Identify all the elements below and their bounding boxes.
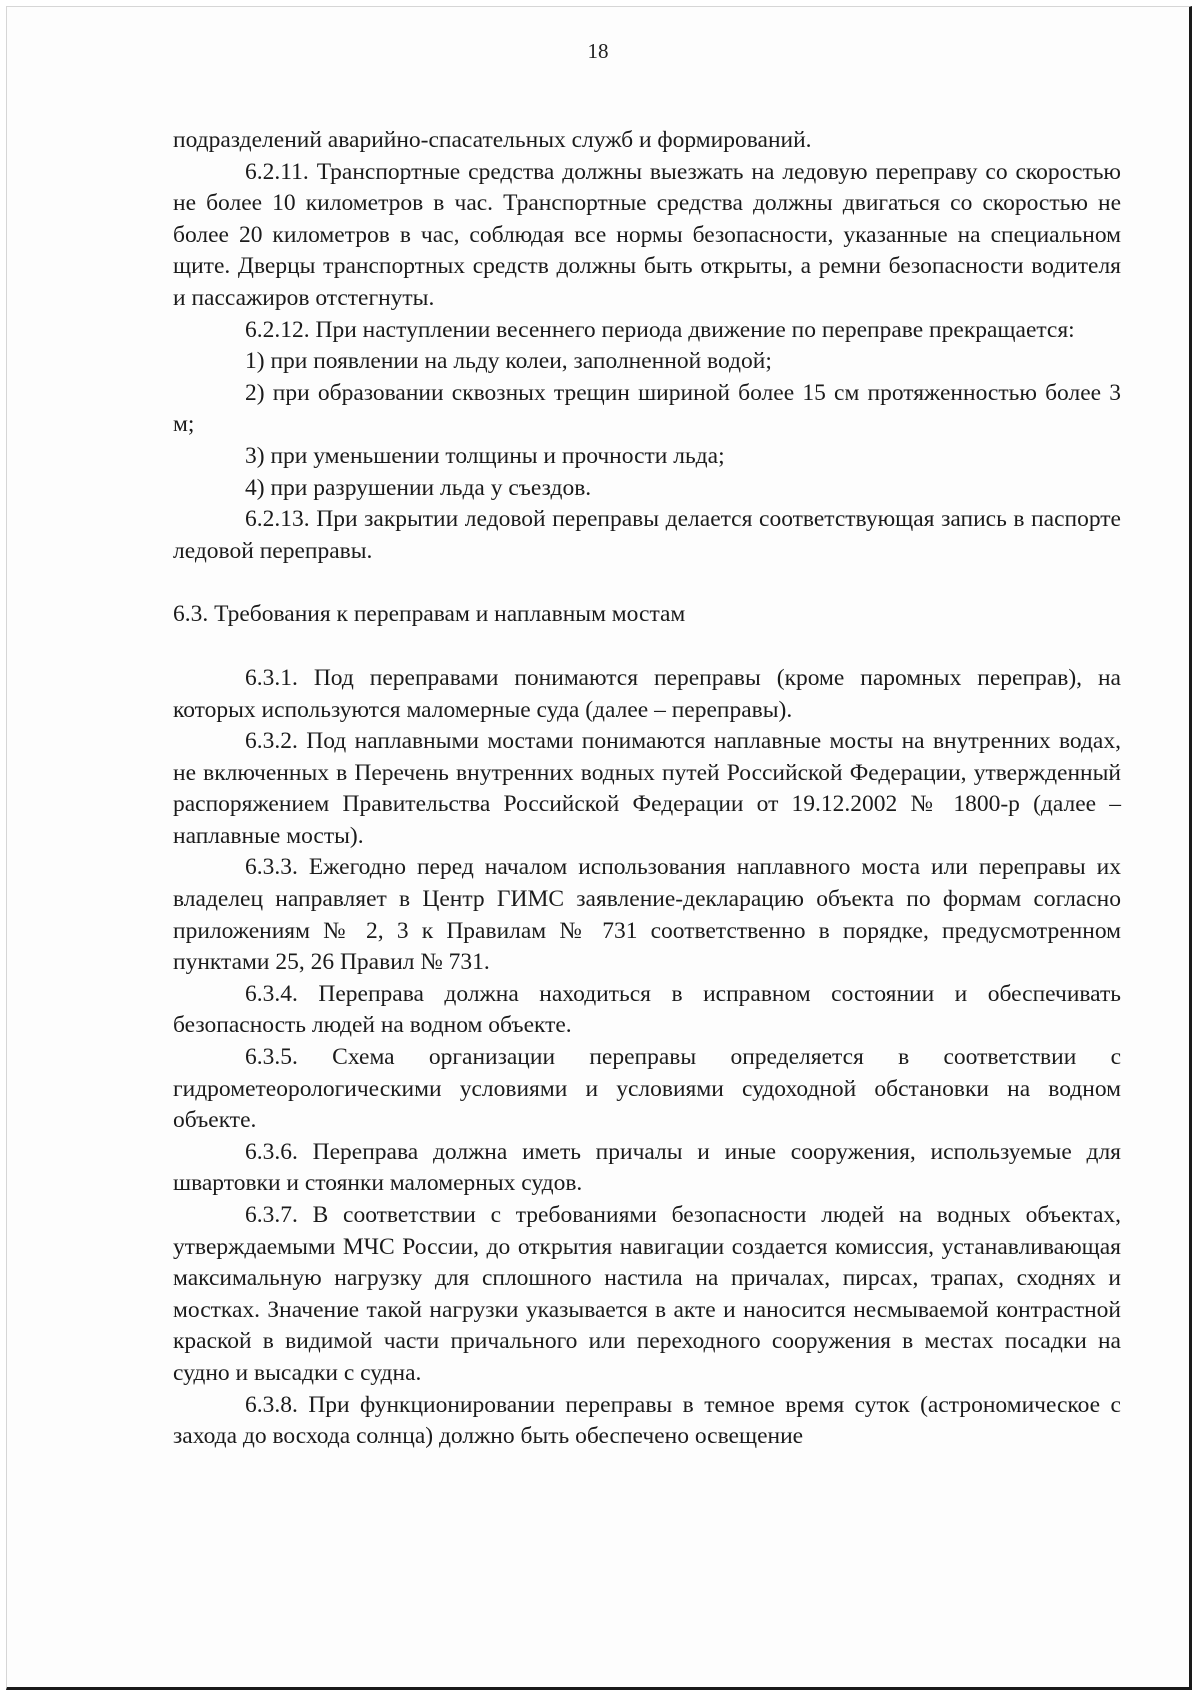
- document-page: [6, 6, 1192, 1690]
- paragraph-6-3-3: 6.3.3. Ежегодно перед началом использования наплавного моста или переправы их владелец направляет в Центр ГИМС заявление-декларацию объекта по формам согласно приложениям № 2, 3 к Правилам № 731 соответственно в порядке, предусмотренном пунктами 25, 26 Правил № 731.: [173, 854, 1121, 976]
- paragraph-6-3-4: 6.3.4. Переправа должна находиться в исправном состоянии и обеспечивать безопасность людей на водном объекте.: [173, 980, 1121, 1039]
- paragraph-continuation: подразделений аварийно-спасательных служб и формирований.: [173, 127, 812, 153]
- section-heading-6-3: 6.3. Требования к переправам и наплавным мостам: [173, 601, 686, 628]
- page-number: 18: [587, 39, 609, 63]
- list-item-4: 4) при разрушении льда у съездов.: [245, 474, 592, 501]
- paragraph-6-3-5: 6.3.5. Схема организации переправы определяется в соответствии с гидрометеорологическими условиями и условиями судоходной обстановки на водном объекте.: [173, 1044, 1121, 1134]
- paragraph-6-3-1: 6.3.1. Под переправами понимаются переправы (кроме паромных переправ), на которых используются маломерные суда (далее – переправы).: [173, 664, 1121, 723]
- list-item-3: 3) при уменьшении толщины и прочности льда;: [245, 442, 725, 469]
- paragraph-6-3-2: 6.3.2. Под наплавными мостами понимаются наплавные мосты на внутренних водах, не включенных в Перечень внутренних водных путей Российской Федерации, утвержденный распоряжением Правительства Российской Федерации от 19.12.2002 № 1800-р (далее – наплавные мосты).: [173, 728, 1121, 849]
- list-item-1: 1) при появлении на льду колеи, заполненной водой;: [245, 348, 772, 375]
- paragraph-6-3-8: 6.3.8. При функционировании переправы в темное время суток (астрономическое с захода до восхода солнца) должно быть обеспечено освещение: [173, 1391, 1121, 1450]
- paragraph-6-2-13: 6.2.13. При закрытии ледовой переправы делается соответствующая запись в паспорте ледовой переправы.: [173, 506, 1121, 564]
- paragraph-6-2-12: 6.2.12. При наступлении весеннего периода движение по переправе прекращается:: [245, 316, 1075, 343]
- paragraph-6-2-11: 6.2.11. Транспортные средства должны выезжать на ледовую переправу со скоростью не более 10 километров в час. Транспортные средства должны двигаться со скоростью не более 20 километров в час, соблюдая все нормы безопасности, указанные на специальном щите. Дверцы транспортных средств должны быть открыты, а ремни безопасности водителя и пассажиров отстегнуты.: [173, 158, 1121, 311]
- paragraph-6-3-7: 6.3.7. В соответствии с требованиями безопасности людей на водных объектах, утверждаемыми МЧС России, до открытия навигации создается комиссия, устанавливающая максимальную нагрузку для сплошного настила на причалах, пирсах, трапах, сходнях и мостках. Значение такой нагрузки указывается в акте и наносится несмываемой контрастной краской в видимой части причального или переходного сооружения в местах посадки на судно и высадки с судна.: [173, 1202, 1121, 1386]
- document-body: [173, 125, 1121, 1453]
- list-item-2: 2) при образовании сквозных трещин шириной более 15 см протяженностью более 3 м;: [173, 379, 1121, 438]
- paragraph-6-3-6: 6.3.6. Переправа должна иметь причалы и иные сооружения, используемые для швартовки и стоянки маломерных судов.: [173, 1138, 1121, 1197]
